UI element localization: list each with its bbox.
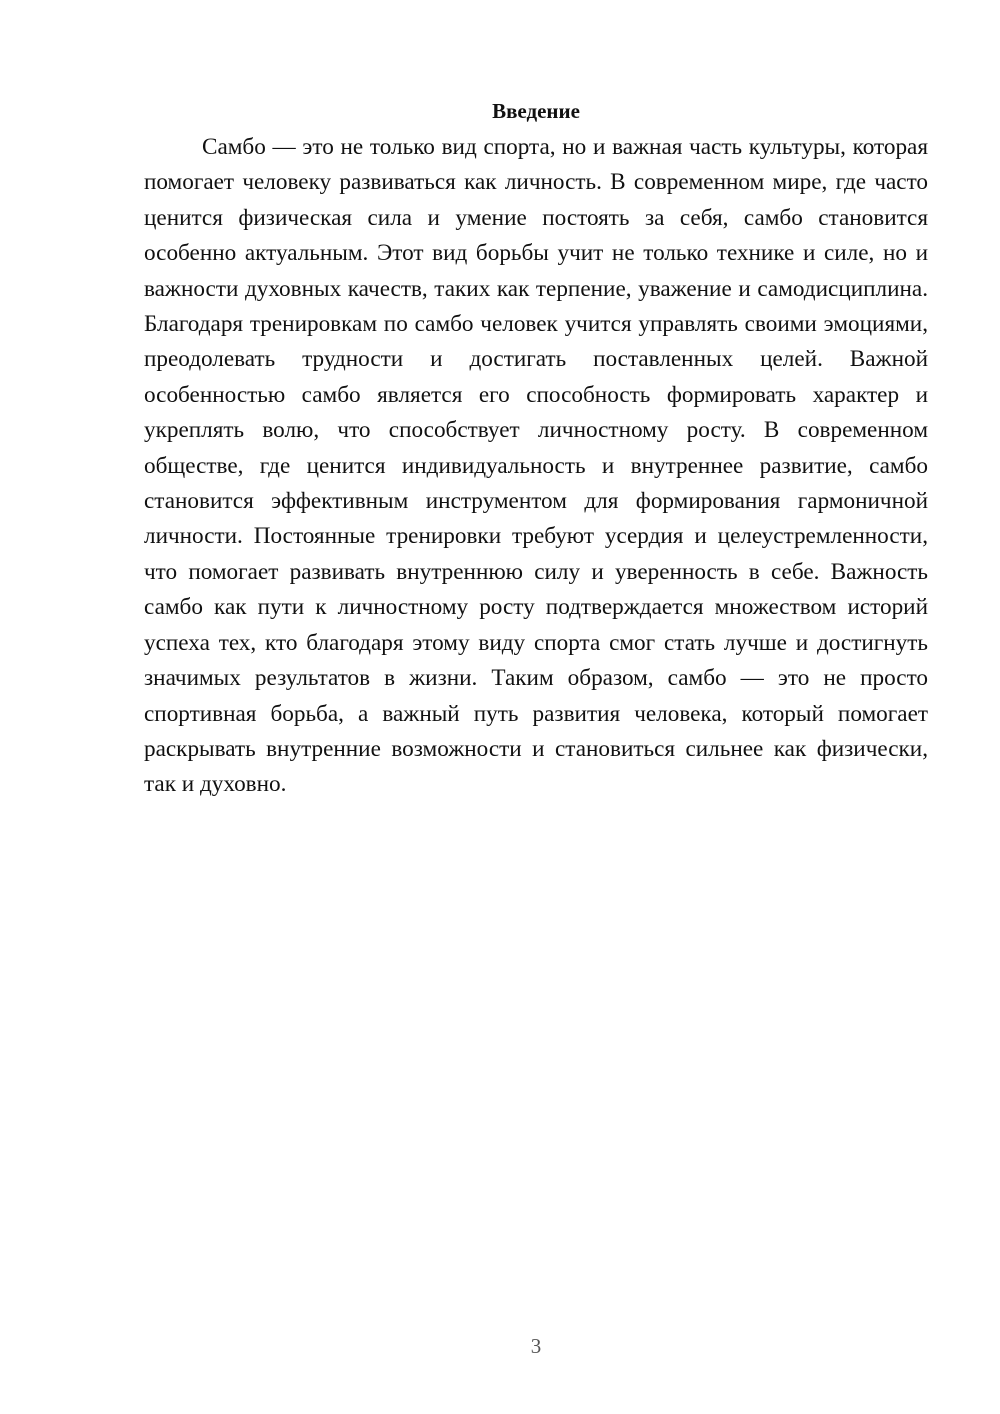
page-content bbox=[144, 92, 928, 803]
section-heading: Введение bbox=[492, 99, 580, 123]
body-paragraph: Самбо — это не только вид спорта, но и важная часть культуры, которая помогает человеку развиваться как личность. В современном мире, где часто ценится физическая сила и умение постоять за себя, самбо становится особенно актуальным. Этот вид борьбы учит не только технике и силе, но и важности духовных качеств, таких как терпение, уважение и самодисциплина. Благодаря тренировкам по самбо человек учится управлять своими эмоциями, преодолевать трудности и достигать поставленных целей. Важной особенностью самбо является его способность формировать характер и укреплять волю, что способствует личностному росту. В современном обществе, где ценится индивидуальность и внутреннее развитие, самбо становится эффективным инструментом для формирования гармоничной личности. Постоянные тренировки требуют усердия и целеустремленности, что помогает развивать внутреннюю силу и уверенность в себе. Важность самбо как пути к личностному росту подтверждается множеством историй успеха тех, кто благодаря этому виду спорта смог стать лучше и достигнуть значимых результатов в жизни. Таким образом, самбо — это не просто спортивная борьба, а важный путь развития человека, который помогает раскрывать внутренние возможности и становиться сильнее как физически, так и духовно. bbox=[144, 134, 928, 798]
page-number: 3 bbox=[530, 1334, 542, 1358]
